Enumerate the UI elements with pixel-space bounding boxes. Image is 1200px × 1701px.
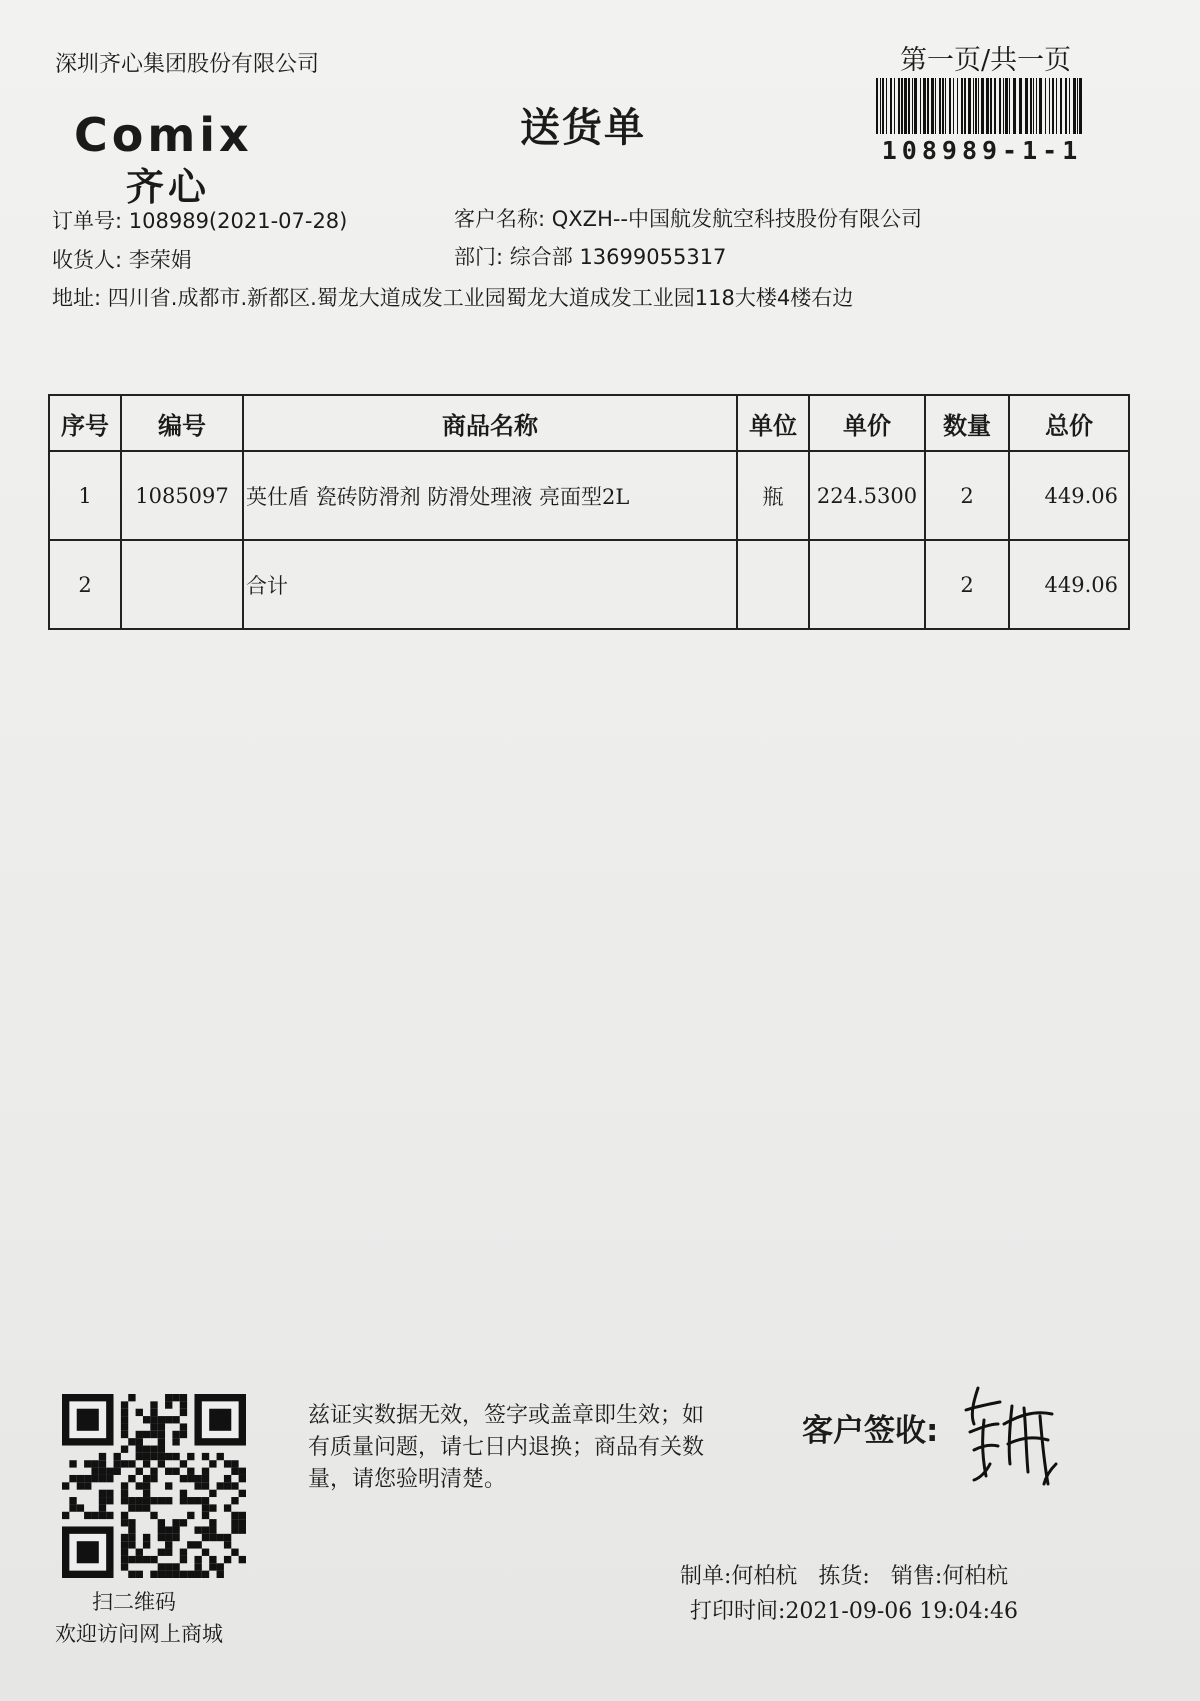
qr-code-icon [62,1394,246,1578]
logo-text-en: Comix [74,108,253,162]
qr-caption-shop: 欢迎访问网上商城 [55,1622,223,1646]
qr-caption: 扫二维码 [92,1590,176,1614]
notice-text: 兹证实数据无效，签字或盖章即生效；如有质量问题，请七日内退换；商品有关数量，请您验明清楚。 [308,1403,705,1492]
cell-unit: 瓶 [737,451,809,540]
cell-product-name: 合计 [243,540,737,629]
cell-total: 449.06 [1009,540,1129,629]
comix-logo [74,108,304,209]
company-name: 深圳齐心集团股份有限公司 [55,52,320,77]
barcode-number: 108989-1-1 [881,136,1083,165]
address-label: 地址: [52,286,102,310]
customer-sign-label: 客户签收: [802,1413,939,1449]
header-code: 编号 [121,395,243,451]
order-number-label: 订单号: [52,209,123,233]
order-number [52,205,347,235]
department-value: 综合部 13699055317 [509,245,727,269]
customer-name-value: QXZH--中国航发航空科技股份有限公司 [551,207,923,231]
table-row [49,451,1129,540]
header-product-name: 商品名称 [243,395,737,451]
page-indicator: 第一页/共一页 [900,45,1072,76]
header-total: 总价 [1009,395,1129,451]
cell-index: 1 [49,451,121,540]
barcode-icon [876,78,1088,134]
maker-field: 制单:何柏杭 [680,1564,798,1589]
cell-code [121,540,243,629]
order-number-value: 108989(2021-07-28) [128,209,348,233]
document-title: 送货单 [520,104,646,151]
receiver-label: 收货人: [52,248,123,272]
cell-quantity: 2 [925,451,1009,540]
cell-code: 1085097 [121,451,243,540]
address [52,282,853,312]
table-header-row [49,395,1129,451]
handwritten-signature [960,1380,1060,1490]
header-index: 序号 [49,395,121,451]
footer-staff [680,1559,1008,1590]
address-value: 四川省.成都市.新都区.蜀龙大道成发工业园蜀龙大道成发工业园118大楼4楼右边 [107,286,854,310]
cell-product-name: 英仕盾 瓷砖防滑剂 防滑处理液 亮面型2L [243,451,737,540]
cell-unit [737,540,809,629]
header-quantity: 数量 [925,395,1009,451]
department [454,241,726,271]
department-label: 部门: [454,245,504,269]
header-unit-price: 单价 [809,395,925,451]
table-row [49,540,1129,629]
cell-total: 449.06 [1009,451,1129,540]
logo-text-zh: 齐心 [126,165,211,209]
items-table [48,394,1130,630]
cell-unit-price [809,540,925,629]
picker-field: 拣货: [818,1564,870,1589]
receiver [52,244,192,274]
customer-name-label: 客户名称: [454,207,546,231]
sales-field: 销售:何柏杭 [890,1564,1009,1589]
cell-unit-price: 224.5300 [809,451,925,540]
customer-name [454,203,922,233]
receiver-value: 李荣娟 [128,248,192,272]
header-unit: 单位 [737,395,809,451]
cell-index: 2 [49,540,121,629]
cell-quantity: 2 [925,540,1009,629]
print-time: 打印时间:2021-09-06 19:04:46 [690,1599,1019,1624]
